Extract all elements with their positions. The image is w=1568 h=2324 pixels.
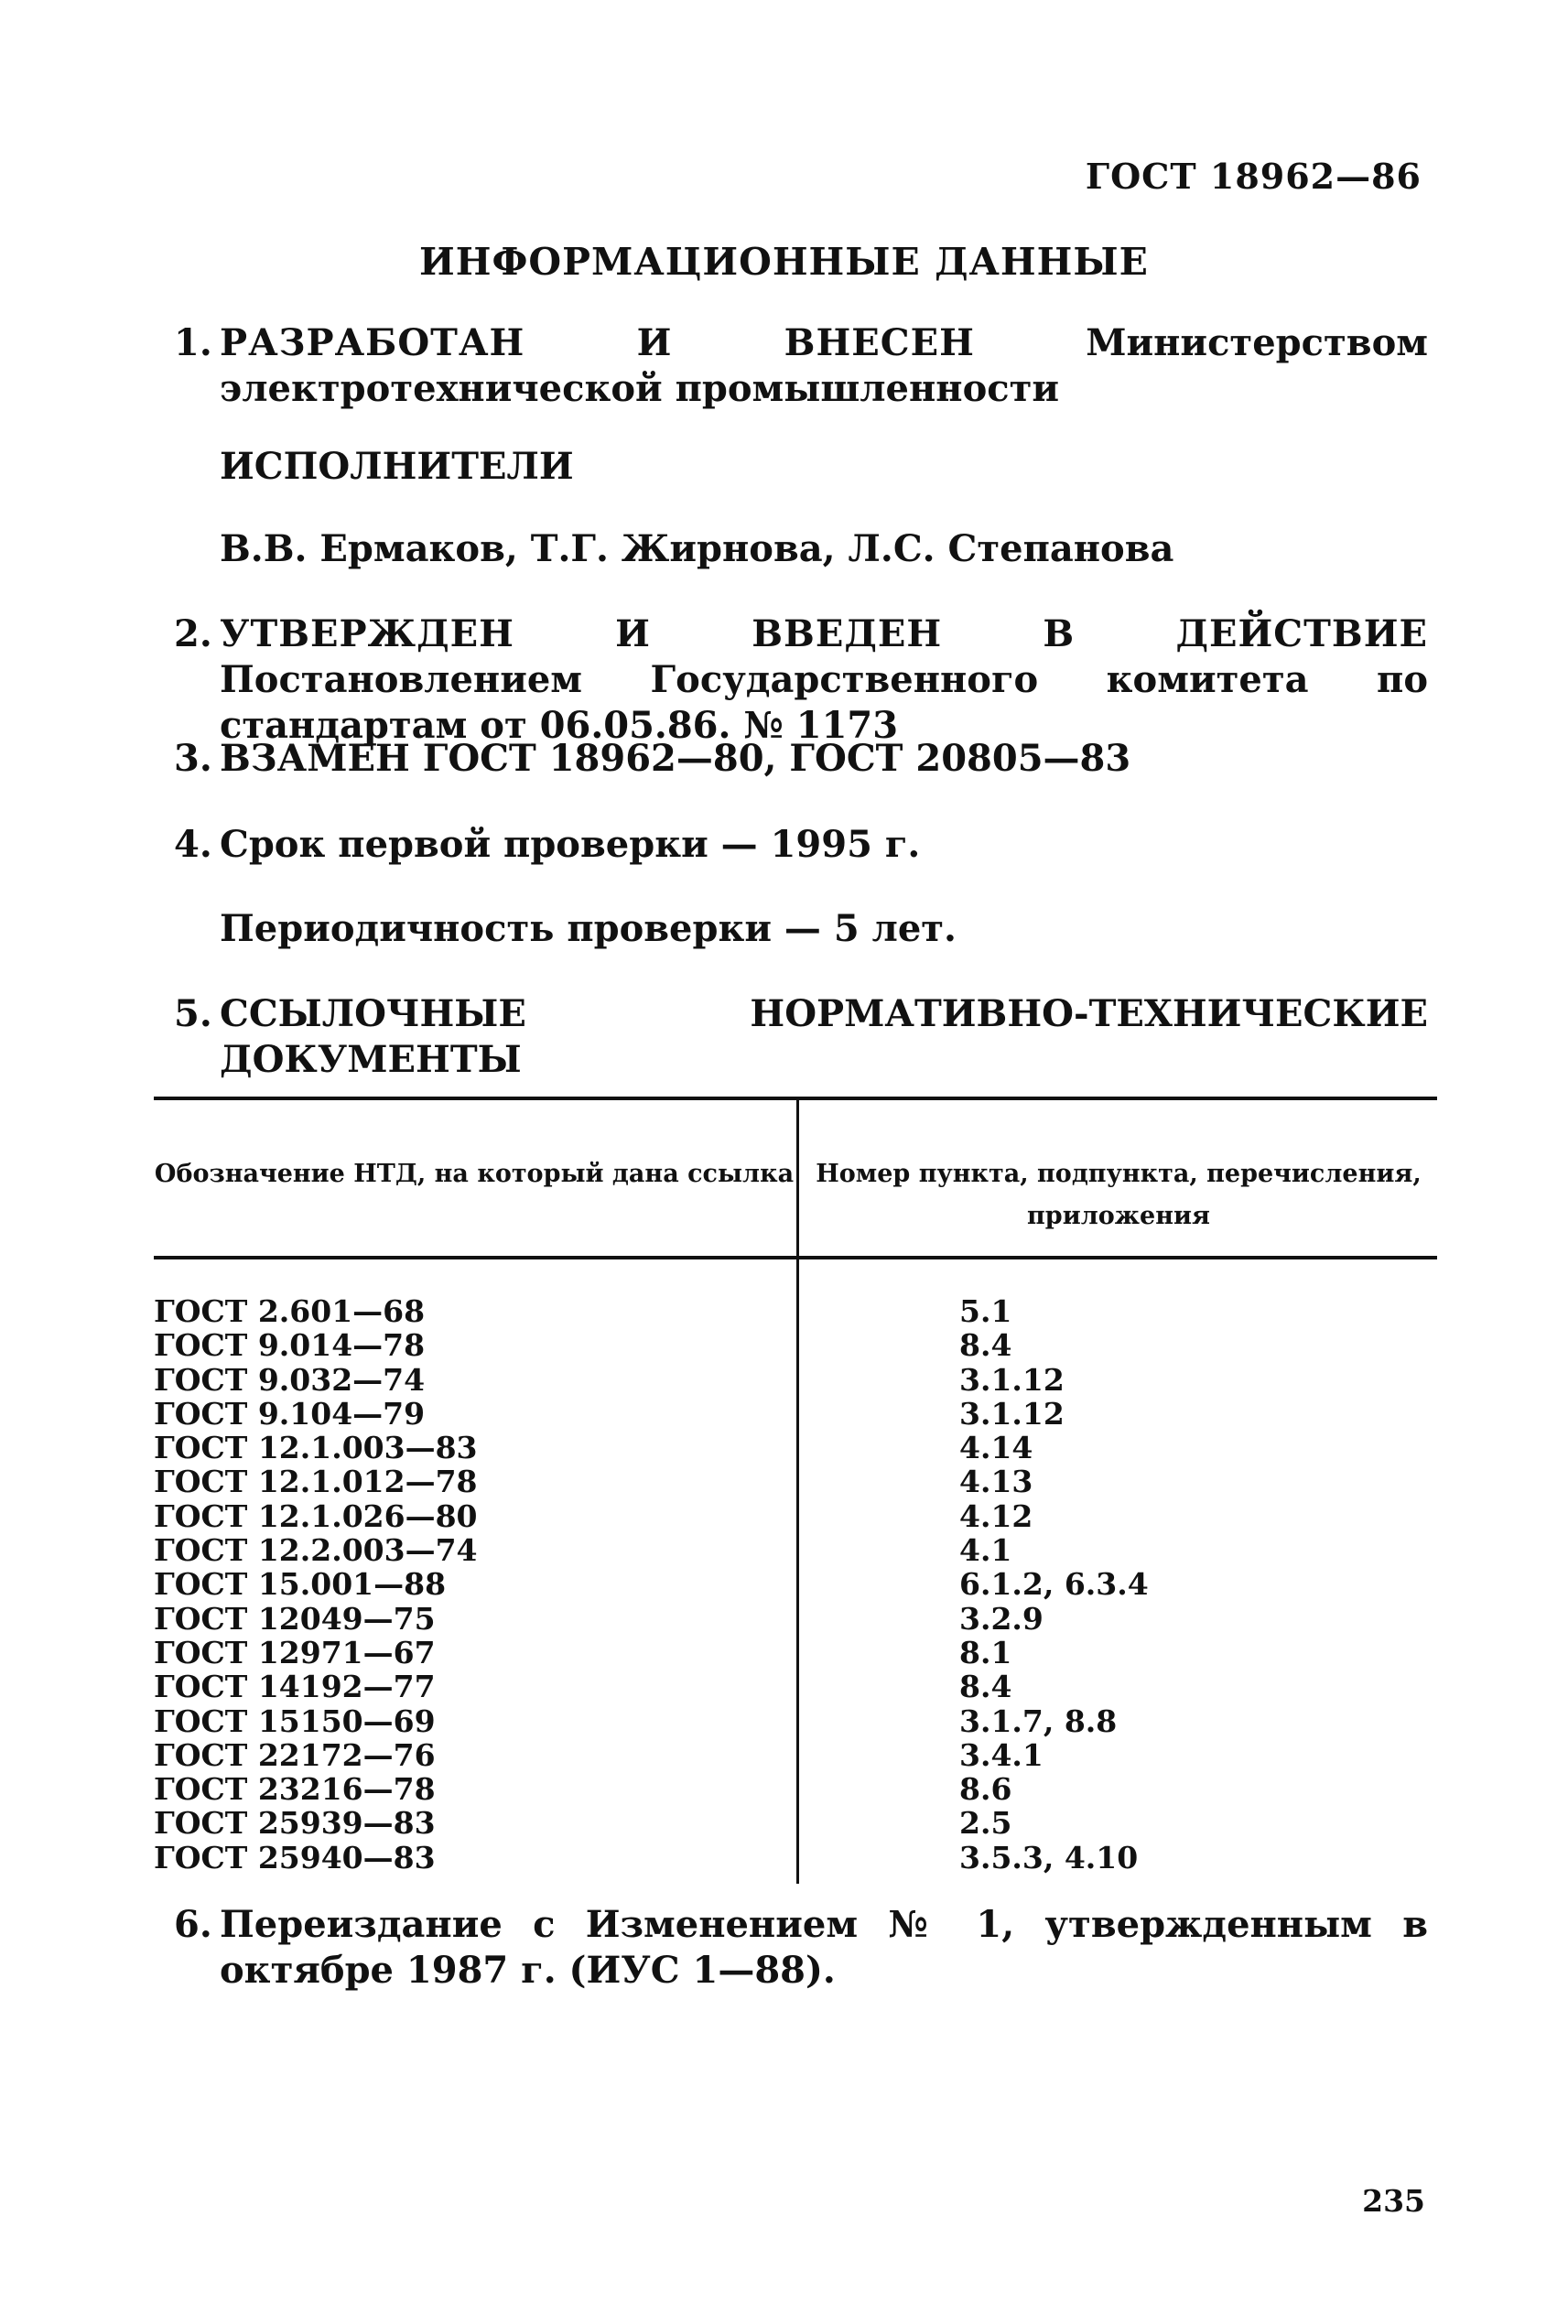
performers-list: В.В. Ермаков, Т.Г. Жирнова, Л.С. Степанова xyxy=(220,527,1174,570)
item-lead: УТВЕРЖДЕН И ВВЕДЕН В ДЕЙСТВИЕ xyxy=(220,612,1428,655)
table-cell-doc: ГОСТ 2.601—68 xyxy=(154,1293,426,1329)
item-body: ВЗАМЕН ГОСТ 18962—80, ГОСТ 20805—83 xyxy=(220,737,1131,780)
table-cell-doc: ГОСТ 12.1.003—83 xyxy=(154,1430,478,1466)
table-row xyxy=(154,1431,1437,1465)
table-row xyxy=(154,1328,1437,1362)
table-cell-doc: ГОСТ 22172—76 xyxy=(154,1736,436,1773)
table-row xyxy=(154,1499,1437,1533)
table-cell-clause: 3.2.9 xyxy=(959,1600,1044,1637)
table-cell-clause: 8.1 xyxy=(959,1634,1012,1670)
table-cell-clause: 6.1.2, 6.3.4 xyxy=(959,1566,1149,1603)
item-6 xyxy=(174,1902,1428,1994)
table-row xyxy=(154,1841,1437,1875)
table-row xyxy=(154,1363,1437,1397)
table-cell-doc: ГОСТ 9.104—79 xyxy=(154,1395,426,1432)
table-cell-clause: 4.12 xyxy=(959,1497,1033,1534)
item-1 xyxy=(174,320,1428,412)
table-cell-clause: 3.1.12 xyxy=(959,1361,1065,1398)
table-row xyxy=(154,1602,1437,1636)
item-3 xyxy=(174,736,1428,782)
item-body xyxy=(220,320,1428,412)
item-lead: РАЗРАБОТАН И ВНЕСЕН xyxy=(220,321,975,364)
table-cell-doc: ГОСТ 23216—78 xyxy=(154,1771,436,1808)
item-5 xyxy=(174,991,1428,1083)
page-title: ИНФОРМАЦИОННЫЕ ДАННЫЕ xyxy=(419,240,1149,284)
page-number: 235 xyxy=(1362,2183,1425,2219)
table-cell-doc: ГОСТ 12.1.026—80 xyxy=(154,1497,478,1534)
table-cell-clause: 4.14 xyxy=(959,1430,1033,1466)
table-cell-clause: 2.5 xyxy=(959,1805,1012,1842)
table-row xyxy=(154,1704,1437,1738)
table-cell-clause: 5.1 xyxy=(959,1293,1012,1329)
performers-heading: ИСПОЛНИТЕЛИ xyxy=(220,445,574,488)
table-header-rule xyxy=(154,1256,1437,1259)
table-cell-clause: 3.4.1 xyxy=(959,1736,1044,1773)
table-cell-doc: ГОСТ 25939—83 xyxy=(154,1805,436,1842)
table-cell-doc: ГОСТ 12049—75 xyxy=(154,1600,436,1637)
table-cell-clause: 8.6 xyxy=(959,1771,1012,1808)
table-cell-doc: ГОСТ 25940—83 xyxy=(154,1839,436,1875)
table-cell-clause: 3.1.12 xyxy=(959,1395,1065,1432)
table-cell-doc: ГОСТ 12.2.003—74 xyxy=(154,1532,478,1569)
table-cell-doc: ГОСТ 9.032—74 xyxy=(154,1361,426,1398)
item-number: 5. xyxy=(174,992,212,1035)
table-row xyxy=(154,1567,1437,1601)
item-number: 4. xyxy=(174,823,212,866)
table-cell-doc: ГОСТ 9.014—78 xyxy=(154,1327,426,1364)
item-number: 1. xyxy=(174,321,212,364)
table-cell-doc: ГОСТ 15150—69 xyxy=(154,1702,436,1739)
item-number: 3. xyxy=(174,737,212,780)
item-text: Министерством электротехнической промышленности xyxy=(220,321,1428,410)
table-cell-clause: 8.4 xyxy=(959,1327,1012,1364)
table-header-doc: Обозначение НТД, на который дана ссылка xyxy=(154,1160,795,1188)
item-text: Постановлением Государственного комитета по стандартам от 06.05.86. № 1173 xyxy=(220,658,1428,747)
table-row xyxy=(154,1465,1437,1498)
table-cell-doc: ГОСТ 14192—77 xyxy=(154,1669,436,1705)
table-row xyxy=(154,1806,1437,1840)
item-body: Переиздание с Изменением № 1, утвержденным в октябре 1987 г. (ИУС 1—88). xyxy=(220,1903,1428,1992)
table-cell-clause: 4.1 xyxy=(959,1532,1012,1569)
table-header-clause: Номер пункта, подпункта, перечисления, приложения xyxy=(816,1160,1422,1230)
table-row xyxy=(154,1738,1437,1772)
table-body xyxy=(154,1294,1437,1875)
table-row xyxy=(154,1294,1437,1328)
table-row xyxy=(154,1670,1437,1703)
item-body: Срок первой проверки — 1995 г. xyxy=(220,823,921,866)
table-cell-doc: ГОСТ 12971—67 xyxy=(154,1634,436,1670)
item-body: ССЫЛОЧНЫЕ НОРМАТИВНО-ТЕХНИЧЕСКИЕ ДОКУМЕНТЫ xyxy=(220,992,1428,1081)
standard-code: ГОСТ 18962—86 xyxy=(1085,156,1422,197)
table-cell-doc: ГОСТ 15.001—88 xyxy=(154,1566,447,1603)
table-row xyxy=(154,1636,1437,1670)
check-periodicity: Периодичность проверки — 5 лет. xyxy=(220,907,957,950)
table-cell-clause: 3.1.7, 8.8 xyxy=(959,1702,1118,1739)
table-cell-doc: ГОСТ 12.1.012—78 xyxy=(154,1464,478,1500)
reference-table xyxy=(154,1097,1437,1884)
item-2 xyxy=(174,611,1428,749)
table-cell-clause: 4.13 xyxy=(959,1464,1033,1500)
table-row xyxy=(154,1772,1437,1806)
table-top-rule xyxy=(154,1097,1437,1100)
table-row xyxy=(154,1397,1437,1431)
table-cell-clause: 8.4 xyxy=(959,1669,1012,1705)
table-row xyxy=(154,1533,1437,1567)
table-cell-clause: 3.5.3, 4.10 xyxy=(959,1839,1139,1875)
item-number: 2. xyxy=(174,612,212,655)
item-4 xyxy=(174,822,1428,868)
item-number: 6. xyxy=(174,1903,212,1946)
item-body xyxy=(220,611,1428,749)
